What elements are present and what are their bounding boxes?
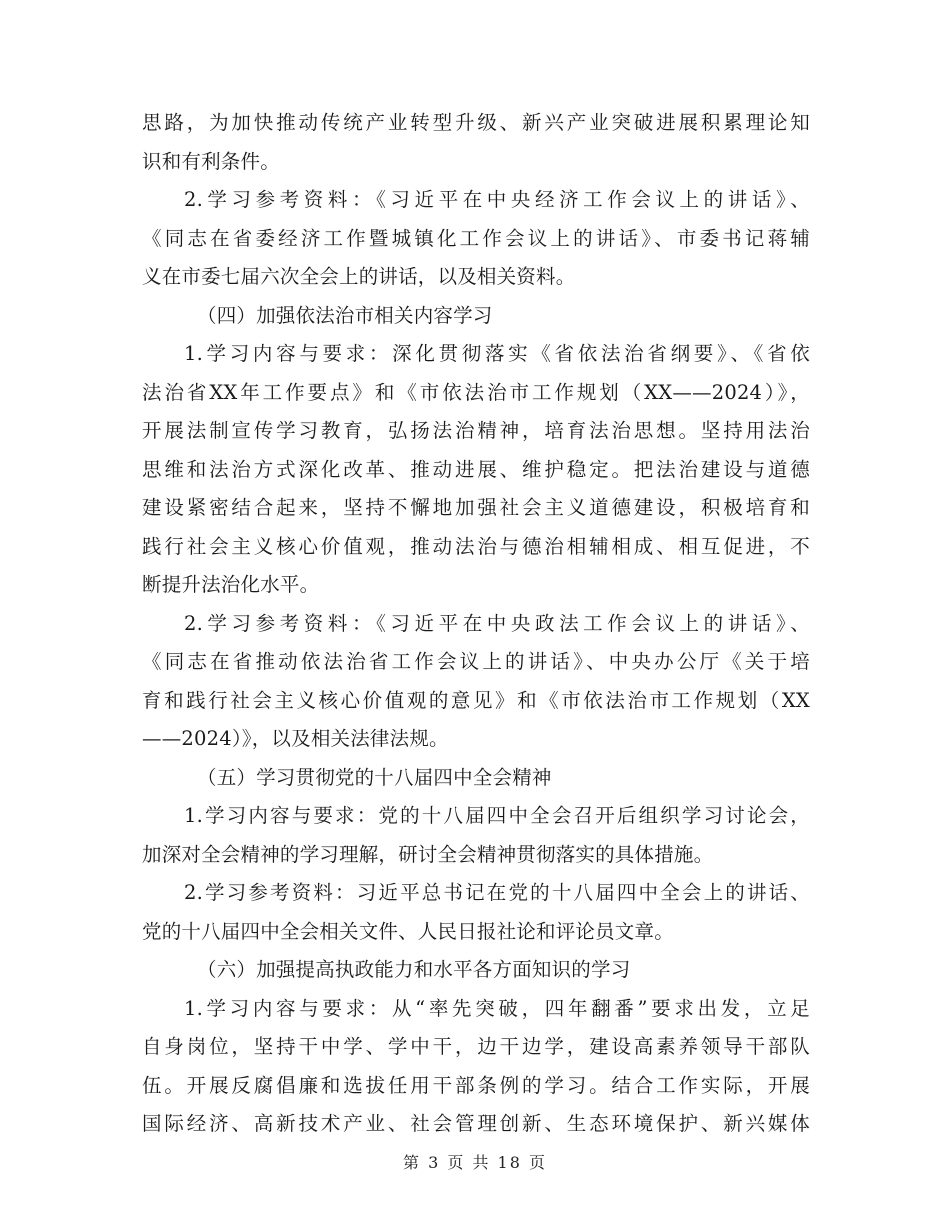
text-line: 建设紧密结合起来，坚持不懈地加强社会主义道德建设，积极培育和 [142,496,810,519]
text-line: 自身岗位，坚持干中学、学中干，边干边学，建设高素养领导干部队 [142,1035,810,1058]
text-line: 践行社会主义核心价值观，推动法治与德治相辅相成、相互促进，不 [142,534,810,558]
text-line: 1.学习内容与要求：深化贯彻落实《省依法治省纲要》、《省依 [184,342,810,365]
text-line: （五）学习贯彻党的十八届四中全会精神 [197,765,552,789]
text-line: 2.学习参考资料：《习近平在中央政法工作会议上的讲话》、 [184,611,810,635]
text-line: 国际经济、高新技术产业、社会管理创新、生态环境保护、新兴媒体 [142,1112,810,1135]
text-line: 伍。开展反腐倡廉和选拔任用干部条例的学习。结合工作实际，开展 [142,1073,810,1097]
text-line: 断提升法治化水平。 [142,573,320,596]
text-line: ——2024）》，以及相关法律法规。 [142,727,449,750]
text-line: 党的十八届四中全会相关文件、人民日报社论和评论员文章。 [142,919,674,943]
text-line: 《同志在省推动依法治省工作会议上的讲话》、中央办公厅《关于培 [142,650,810,673]
text-line: （四）加强依法治市相关内容学习 [197,303,493,327]
text-line: 法治省XX年工作要点》和《市依法治市工作规划（XX——2024）》， [142,380,810,404]
page-footer: 第 3 页 共 18 页 [403,1153,547,1172]
text-line: 育和践行社会主义核心价值观的意见》和《市依法治市工作规划（XX [142,688,810,712]
text-line: 义在市委七届六次全会上的讲话，以及相关资料。 [142,265,576,288]
text-line: 《同志在省委经济工作暨城镇化工作会议上的讲话》、市委书记蒋辅 [142,226,810,250]
text-line: 2.学习参考资料：习近平总书记在党的十八届四中全会上的讲话、 [184,881,810,904]
text-line: 思维和法治方式深化改革、推动进展、维护稳定。把法治建设与道德 [142,457,810,481]
text-line: 思路，为加快推动传统产业转型升级、新兴产业突破进展积累理论知 [142,111,810,134]
text-line: 开展法制宣传学习教育，弘扬法治精神，培育法治思想。坚持用法治 [142,419,810,442]
text-line: 1.学习内容与要求：党的十八届四中全会召开后组织学习讨论会， [184,804,810,827]
text-line: 加深对全会精神的学习理解，研讨全会精神贯彻落实的具体措施。 [142,842,714,866]
document-body [142,104,810,1144]
text-line: 识和有利条件。 [142,149,280,173]
text-line: 2.学习参考资料：《习近平在中央经济工作会议上的讲话》、 [184,188,810,211]
text-line: （六）加强提高执政能力和水平各方面知识的学习 [197,958,631,981]
text-line: 1.学习内容与要求：从“率先突破，四年翻番”要求出发，立足 [184,996,810,1020]
